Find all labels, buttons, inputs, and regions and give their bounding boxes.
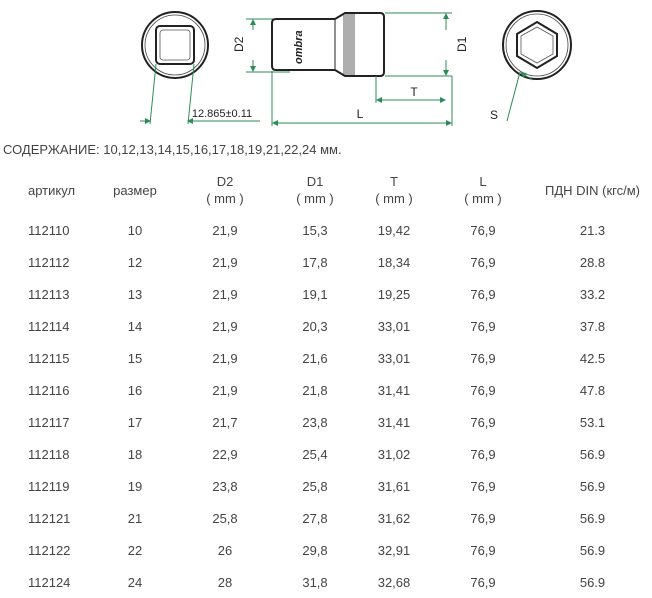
table-cell: 76,9 [470, 510, 496, 526]
table-cell: 112119 [28, 478, 70, 494]
table-cell: 19 [127, 478, 143, 494]
table-cell: 18 [127, 446, 143, 462]
column-header [533, 166, 652, 214]
t-label: T [410, 85, 418, 99]
table-cell: 21.3 [579, 222, 606, 238]
column-header [355, 166, 433, 214]
table-cell: 112118 [28, 446, 70, 462]
table-cell: 18,34 [377, 254, 411, 270]
contents-line: СОДЕРЖАНИЕ: 10,12,13,14,15,16,17,18,19,21,22,24 мм. [3, 142, 342, 157]
table-cell: 19,1 [302, 286, 328, 302]
column-header [0, 166, 95, 214]
column-header [175, 166, 275, 214]
table-cell: 112114 [28, 318, 70, 334]
table-cell: 13 [127, 286, 143, 302]
table-cell: 112122 [28, 542, 71, 558]
table-cell: 21,8 [302, 382, 328, 398]
table-cell: 53.1 [579, 414, 606, 430]
d1-dimension [385, 13, 452, 76]
table-cell: 76,9 [470, 254, 496, 270]
table-cell: 112121 [28, 510, 71, 526]
table-cell: 42.5 [579, 350, 606, 366]
d1-label: D1 [455, 36, 469, 52]
table-cell: 33,01 [377, 350, 411, 366]
table-cell: 21,9 [212, 222, 238, 238]
table-cell: 112113 [28, 286, 70, 302]
table-cell: 10 [127, 222, 143, 238]
table-cell: 25,8 [212, 510, 238, 526]
table-cell: 21,6 [302, 350, 328, 366]
table-row [0, 214, 652, 246]
table-cell: 47.8 [579, 382, 606, 398]
column-header-unit: ( mm ) [206, 191, 244, 206]
table-cell: 56.9 [579, 478, 606, 494]
table-cell: 31,61 [377, 478, 411, 494]
table-cell: 21,9 [212, 318, 238, 334]
table-cell: 31,41 [377, 414, 411, 430]
table-cell: 20,3 [302, 318, 328, 334]
square-drive-end-view [142, 12, 208, 78]
s-dimension [507, 72, 533, 121]
column-header [433, 166, 533, 214]
table-cell: 76,9 [470, 478, 496, 494]
table-row [0, 534, 652, 566]
table-cell: 16 [127, 382, 143, 398]
s-label: S [489, 108, 499, 122]
table-row [0, 502, 652, 534]
table-cell: 15,3 [302, 222, 328, 238]
table-cell: 23,8 [302, 414, 328, 430]
table-cell: 56.9 [579, 510, 606, 526]
column-header [95, 166, 175, 214]
table-cell: 17,8 [302, 254, 328, 270]
table-cell: 21,7 [212, 414, 238, 430]
table-cell: 28 [217, 574, 233, 590]
table-body [0, 214, 652, 598]
table-cell: 76,9 [470, 222, 496, 238]
table-row [0, 278, 652, 310]
table-cell: 12 [127, 254, 143, 270]
table-row [0, 470, 652, 502]
column-header-unit: ( mm ) [296, 191, 334, 206]
table-cell: 19,25 [377, 286, 411, 302]
table-cell: 32,68 [377, 574, 411, 590]
table-cell: 22 [127, 542, 143, 558]
table-cell: 56.9 [579, 446, 606, 462]
table-cell: 37.8 [579, 318, 606, 334]
table-cell: 26 [217, 542, 233, 558]
table-row [0, 566, 652, 598]
table-cell: 76,9 [470, 574, 496, 590]
table-cell: 32,91 [377, 542, 411, 558]
specs-table [0, 166, 652, 598]
d2-label: D2 [232, 36, 246, 52]
column-header-label: размер [113, 182, 157, 198]
table-cell: 112115 [28, 350, 70, 366]
table-row [0, 310, 652, 342]
table-cell: 29,8 [302, 542, 328, 558]
socket-side-view [272, 13, 384, 76]
column-header-label: D2 [216, 174, 234, 189]
hex-end-view [503, 11, 571, 79]
brand-logo: ombra [293, 30, 305, 64]
table-cell: 28.8 [579, 254, 606, 270]
table-cell: 112124 [28, 574, 71, 590]
table-cell: 76,9 [470, 382, 496, 398]
table-cell: 31,62 [377, 510, 411, 526]
column-header-label: D1 [306, 174, 324, 189]
column-header-label: ПДН DIN (кгс/м) [545, 182, 640, 198]
table-row [0, 374, 652, 406]
table-cell: 23,8 [212, 478, 238, 494]
column-header [275, 166, 355, 214]
table-cell: 31,8 [302, 574, 328, 590]
table-row [0, 406, 652, 438]
column-header-label: L [479, 174, 487, 189]
table-cell: 76,9 [470, 286, 496, 302]
column-header-unit: ( mm ) [464, 191, 502, 206]
table-cell: 31,41 [377, 382, 411, 398]
table-cell: 56.9 [579, 542, 606, 558]
table-cell: 21 [127, 510, 143, 526]
column-header-label: T [390, 174, 398, 189]
table-cell: 112110 [28, 222, 70, 238]
table-cell: 21,9 [212, 382, 238, 398]
socket-technical-drawing [0, 0, 652, 135]
table-cell: 76,9 [470, 446, 496, 462]
table-cell: 56.9 [579, 574, 606, 590]
table-cell: 25,4 [302, 446, 328, 462]
table-row [0, 342, 652, 374]
table-cell: 22,9 [212, 446, 238, 462]
table-cell: 76,9 [470, 542, 496, 558]
table-cell: 21,9 [212, 350, 238, 366]
table-cell: 112117 [28, 414, 70, 430]
table-cell: 76,9 [470, 414, 496, 430]
table-cell: 112112 [28, 254, 70, 270]
table-cell: 27,8 [302, 510, 328, 526]
column-header-label: артикул [28, 182, 76, 198]
table-cell: 76,9 [470, 350, 496, 366]
table-row [0, 438, 652, 470]
table-header-row [0, 166, 652, 214]
table-cell: 33.2 [579, 286, 606, 302]
table-cell: 31,02 [377, 446, 411, 462]
table-cell: 112116 [28, 382, 70, 398]
table-cell: 21,9 [212, 254, 238, 270]
square-size-label: 12.865±0.11 [191, 108, 253, 120]
table-row [0, 246, 652, 278]
table-cell: 76,9 [470, 318, 496, 334]
table-cell: 15 [127, 350, 143, 366]
table-cell: 33,01 [377, 318, 411, 334]
column-header-unit: ( mm ) [375, 191, 413, 206]
l-label: L [356, 107, 364, 121]
table-cell: 14 [127, 318, 143, 334]
table-cell: 17 [127, 414, 143, 430]
table-cell: 21,9 [212, 286, 238, 302]
table-cell: 25,8 [302, 478, 328, 494]
table-cell: 19,42 [377, 222, 411, 238]
table-cell: 24 [127, 574, 143, 590]
